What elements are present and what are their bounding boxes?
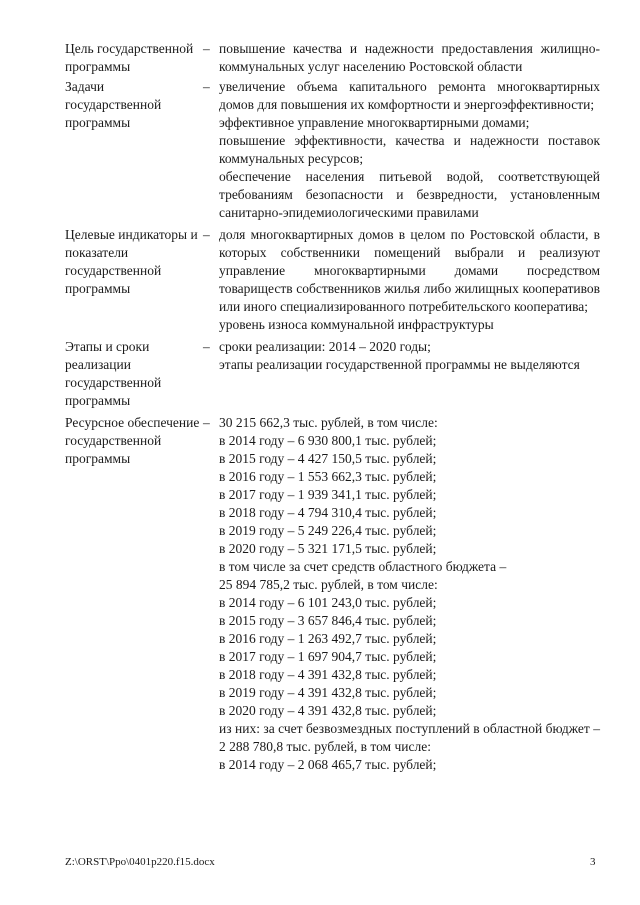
row-content: [219, 78, 600, 222]
program-passport-table: [65, 40, 600, 776]
row-dash: –: [203, 79, 210, 94]
row-dash: –: [203, 227, 210, 242]
content-line: в 2017 году – 1 939 341,1 тыс. рублей;: [219, 487, 437, 502]
content-line: эффективное управление многоквартирными домами;: [219, 115, 530, 130]
content-line: 25 894 785,2 тыс. рублей, в том числе:: [219, 577, 438, 592]
content-line: этапы реализации государственной программы не выделяются: [219, 357, 580, 372]
content-line: в 2020 году – 5 321 171,5 тыс. рублей;: [219, 541, 437, 556]
row-label: Этапы и сроки реализации государственной программы: [65, 339, 162, 408]
row-dash: –: [203, 339, 210, 354]
content-line: в 2016 году – 1 553 662,3 тыс. рублей;: [219, 469, 437, 484]
row-content: [219, 226, 600, 334]
row-tasks: [65, 78, 600, 222]
row-label: Ресурсное обеспечение государственной программы: [65, 415, 200, 466]
footer-page-number: 3: [590, 856, 596, 868]
content-line: в 2014 году – 6 930 800,1 тыс. рублей;: [219, 433, 437, 448]
row-label: Целевые индикаторы и показатели государственной программы: [65, 227, 198, 296]
row-label: Цель государственной программы: [65, 41, 194, 74]
footer-file-path: Z:\ORST\Ppo\0401p220.f15.docx: [65, 856, 215, 868]
content-line: в 2014 году – 6 101 243,0 тыс. рублей;: [219, 595, 437, 610]
content-line: в 2018 году – 4 794 310,4 тыс. рублей;: [219, 505, 437, 520]
content-line: в 2014 году – 2 068 465,7 тыс. рублей;: [219, 757, 437, 772]
content-line: в 2017 году – 1 697 904,7 тыс. рублей;: [219, 649, 437, 664]
content-line: повышение эффективности, качества и надежности поставок коммунальных ресурсов;: [219, 133, 600, 166]
content-line: повышение качества и надежности предоставления жилищно-коммунальных услуг населению Ростовской области: [219, 41, 600, 74]
content-line: в 2015 году – 3 657 846,4 тыс. рублей;: [219, 613, 437, 628]
content-line: в 2018 году – 4 391 432,8 тыс. рублей;: [219, 667, 437, 682]
content-line: в 2016 году – 1 263 492,7 тыс. рублей;: [219, 631, 437, 646]
content-line: в 2015 году – 4 427 150,5 тыс. рублей;: [219, 451, 437, 466]
row-content: [219, 414, 600, 774]
row-content: [219, 338, 600, 410]
row-stages: [65, 338, 600, 410]
content-line: 30 215 662,3 тыс. рублей, в том числе:: [219, 415, 438, 430]
content-line: в 2020 году – 4 391 432,8 тыс. рублей;: [219, 703, 437, 718]
content-line: обеспечение населения питьевой водой, соответствующей требованиям безопасности и безвредности, установленным санитарно-эпидемиологическими правилами: [219, 169, 600, 220]
row-content: [219, 40, 600, 76]
row-resources: [65, 414, 600, 774]
content-line: доля многоквартирных домов в целом по Ростовской области, в которых собственники помещений выбрали и реализуют управление многоквартирными домами посредством товариществ собственников жилья либо жилищных кооперативов или иного специализированного потребительского кооператива;: [219, 227, 600, 314]
row-dash: –: [203, 415, 210, 430]
content-line: в 2019 году – 4 391 432,8 тыс. рублей;: [219, 685, 437, 700]
content-line: сроки реализации: 2014 – 2020 годы;: [219, 339, 431, 354]
content-line: в том числе за счет средств областного бюджета –: [219, 559, 507, 574]
row-goal: [65, 40, 600, 76]
row-dash: –: [203, 41, 210, 56]
content-line: в 2019 году – 5 249 226,4 тыс. рублей;: [219, 523, 437, 538]
content-line: уровень износа коммунальной инфраструктуры: [219, 317, 494, 332]
content-line: увеличение объема капитального ремонта многоквартирных домов для повышения их комфортности и энергоэффективности;: [219, 79, 600, 112]
row-label: Задачи государственной программы: [65, 79, 162, 130]
content-line: из них: за счет безвозмездных поступлений в областной бюджет – 2 288 780,8 тыс. рублей, в том числе:: [219, 721, 600, 754]
row-indicators: [65, 226, 600, 334]
